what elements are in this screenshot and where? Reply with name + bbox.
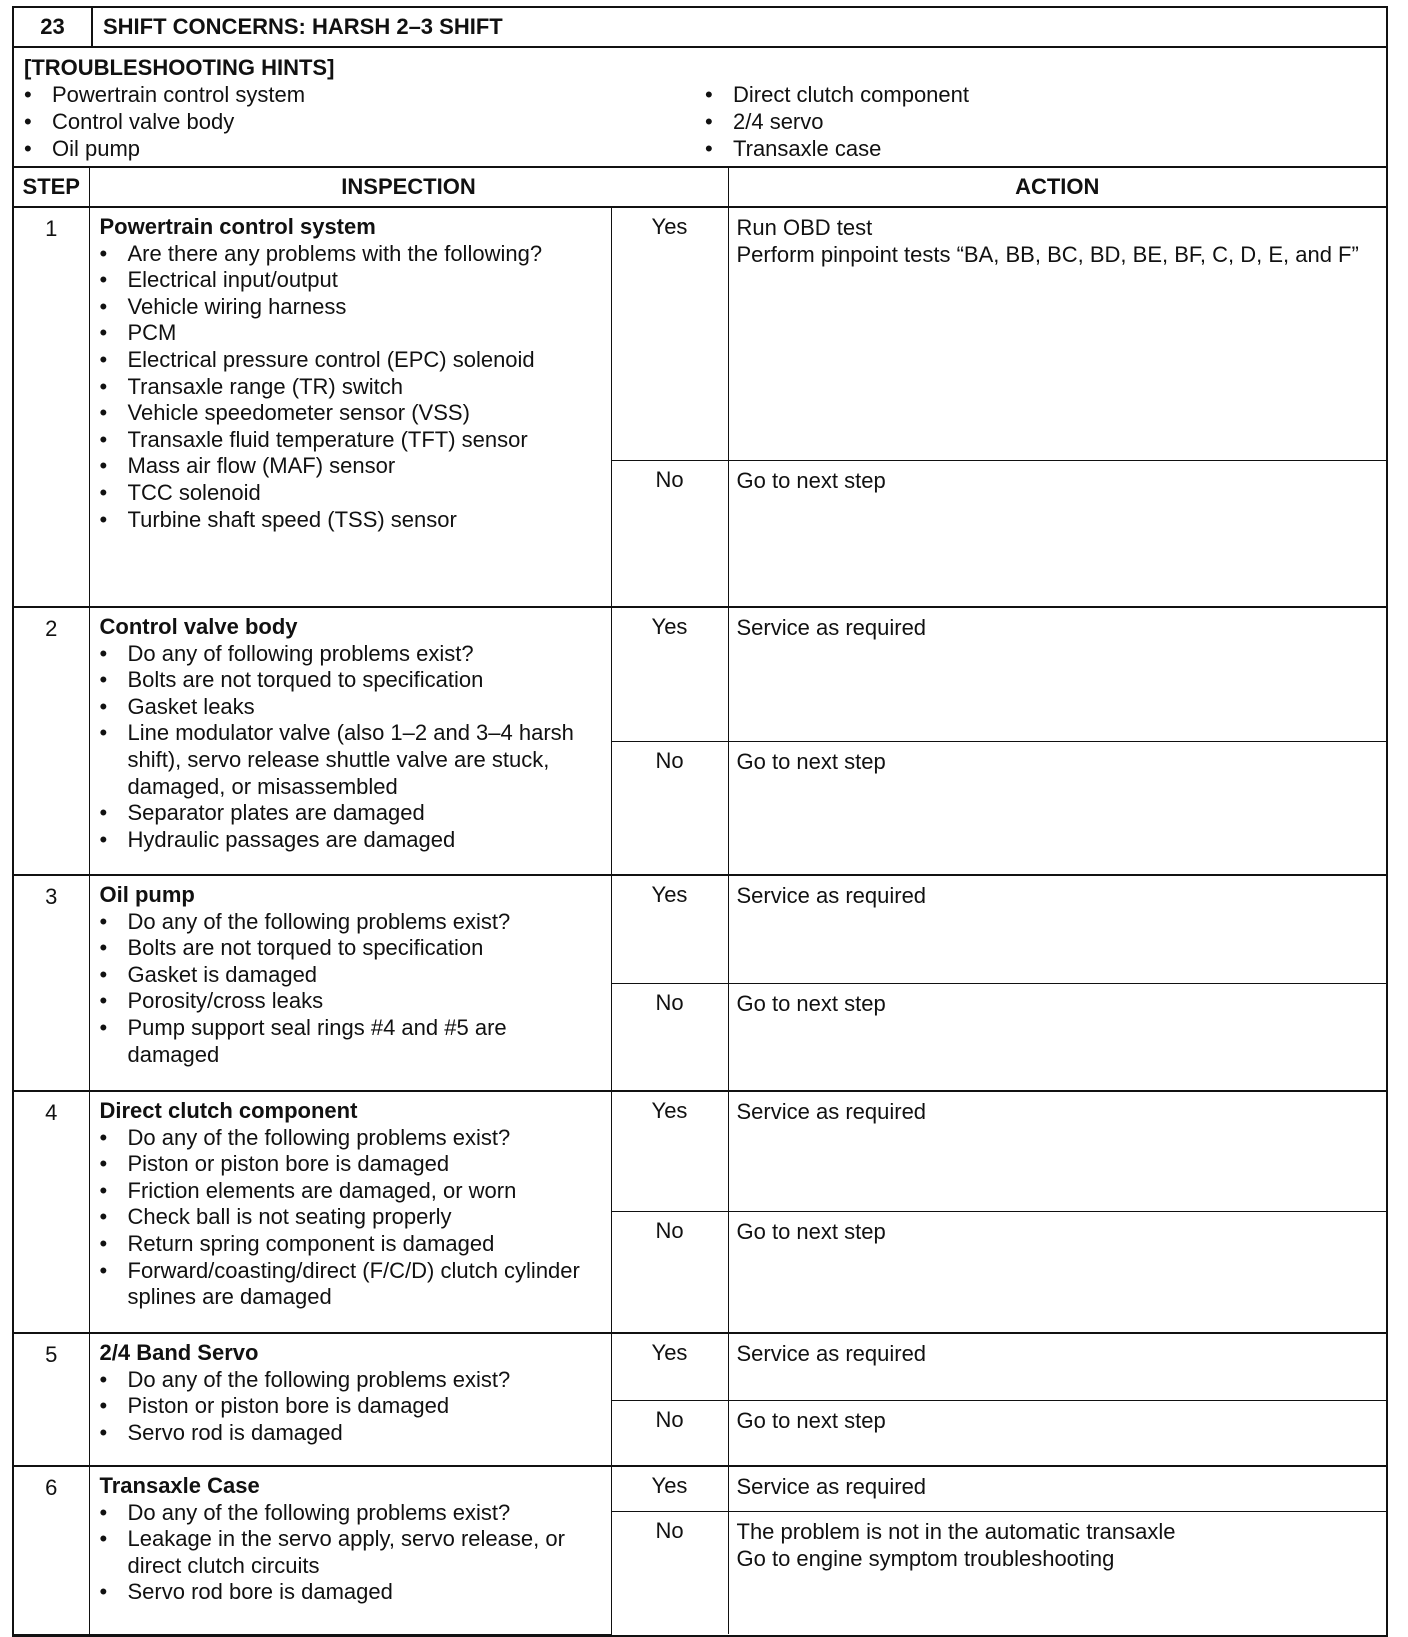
hint-item [24,108,705,135]
hint-item-text: Direct clutch component [733,82,969,107]
hint-item [705,135,1386,162]
inspection-item-text: Transaxle range (TR) switch [127,373,403,399]
inspection-item [100,1125,603,1152]
action-line: Service as required [736,1474,927,1499]
inspection-item [100,1231,603,1258]
action-line: Go to engine symptom troubleshooting [736,1546,1115,1571]
inspection-cell [89,1091,611,1333]
action-line: Service as required [736,1099,927,1124]
yes-label: Yes [611,875,728,984]
action-line: Go to next step [736,749,886,774]
inspection-title: Control valve body [99,614,298,639]
no-label: No [611,984,728,1092]
hint-item-text: 2/4 servo [733,109,824,134]
yes-action [728,1466,1386,1512]
troubleshooting-hints [14,48,1386,168]
step-row [14,1091,1386,1212]
inspection-item [100,241,603,268]
yes-label: Yes [611,1466,728,1512]
hints-left-list [24,81,705,162]
no-label: No [611,461,728,608]
inspection-item-text: Electrical input/output [127,267,338,293]
inspection-item-text: Gasket leaks [127,693,255,719]
yes-action [728,875,1386,984]
inspection-item-text: Bolts are not torqued to specification [127,667,484,693]
inspection-item-text: Gasket is damaged [127,961,318,987]
inspection-item [100,827,603,854]
bullet-icon: • [99,935,108,961]
action-line: Go to next step [736,1219,886,1244]
bullet-icon: • [99,720,108,746]
no-action [728,984,1386,1092]
bullet-icon: • [99,908,108,934]
inspection-item [100,1579,603,1606]
inspection-item [100,400,603,427]
inspection-item [100,641,603,668]
step-number: 1 [14,207,89,607]
no-action [728,1212,1386,1334]
inspection-item-text: Turbine shaft speed (TSS) sensor [127,506,457,532]
inspection-cell [89,607,611,875]
inspection-item-text: TCC solenoid [127,479,261,505]
step-number: 5 [14,1333,89,1466]
inspection-item [100,909,603,936]
bullet-icon: • [99,800,108,826]
bullet-icon: • [99,267,108,293]
inspection-item-text: Return spring component is damaged [127,1230,495,1256]
col-header-inspection: INSPECTION [89,168,728,207]
bullet-icon: • [99,826,108,852]
step-row [14,1466,1386,1512]
col-header-step: STEP [14,168,89,207]
bullet-icon: • [99,1419,108,1445]
troubleshooting-sheet [12,6,1388,1637]
inspection-item-text: Porosity/cross leaks [127,988,324,1014]
action-line: The problem is not in the automatic transaxle [736,1519,1176,1544]
inspection-item [100,347,603,374]
inspection-item [100,374,603,401]
inspection-item-text: PCM [127,320,177,346]
bullet-icon: • [705,82,713,107]
inspection-item [100,667,603,694]
inspection-item-text: Separator plates are damaged [127,800,425,826]
bullet-icon: • [99,961,108,987]
hint-item-text: Transaxle case [733,136,882,161]
inspection-item-text: Hydraulic passages are damaged [127,826,456,852]
inspection-item-text: Bolts are not torqued to specification [127,935,484,961]
inspection-cell [89,207,611,607]
inspection-item [100,1500,603,1527]
no-label: No [611,1512,728,1635]
yes-label: Yes [611,1091,728,1212]
action-line: Go to next step [736,991,886,1016]
bullet-icon: • [24,136,32,161]
action-line: Service as required [736,883,927,908]
step-row [14,207,1386,461]
no-action [728,742,1386,876]
bullet-icon: • [99,293,108,319]
bullet-icon: • [99,426,108,452]
inspection-item-text: Vehicle speedometer sensor (VSS) [127,400,470,426]
inspection-table [14,168,1386,1635]
hints-title: [TROUBLESHOOTING HINTS] [24,55,335,80]
inspection-title: Direct clutch component [99,1098,358,1123]
concern-number: 23 [14,8,93,46]
yes-action [728,1333,1386,1401]
bullet-icon: • [99,1257,108,1283]
no-label: No [611,1401,728,1467]
inspection-item-text: Transaxle fluid temperature (TFT) sensor [127,426,528,452]
inspection-item [100,294,603,321]
step-number: 2 [14,607,89,875]
inspection-item-text: Friction elements are damaged, or worn [127,1177,517,1203]
bullet-icon: • [99,373,108,399]
inspection-item-text: Servo rod is damaged [127,1419,343,1445]
hint-item [705,81,1386,108]
inspection-item-text: Line modulator valve (also 1–2 and 3–4 harsh shift), servo release shuttle valve are stuck, damaged, or misassembled [127,720,574,799]
inspection-item [100,988,603,1015]
no-action [728,1512,1386,1635]
hint-item-text: Oil pump [52,136,141,161]
inspection-item-text: Do any of the following problems exist? [127,1499,511,1525]
no-action [728,1401,1386,1467]
inspection-item-text: Do any of following problems exist? [127,640,474,666]
inspection-item-text: Do any of the following problems exist? [127,908,511,934]
bullet-icon: • [705,109,713,134]
yes-action [728,207,1386,461]
inspection-item [100,1015,603,1068]
inspection-item-text: Forward/coasting/direct (F/C/D) clutch cylinder splines are damaged [127,1257,580,1310]
yes-label: Yes [611,607,728,742]
inspection-item [100,935,603,962]
bullet-icon: • [24,109,32,134]
hint-item-text: Control valve body [52,109,235,134]
step-row [14,607,1386,742]
concern-title: SHIFT CONCERNS: HARSH 2–3 SHIFT [103,14,503,39]
inspection-item [100,480,603,507]
hint-item [24,81,705,108]
yes-label: Yes [611,207,728,461]
inspection-title: Powertrain control system [99,214,376,239]
inspection-item [100,1367,603,1394]
bullet-icon: • [99,346,108,372]
bullet-icon: • [99,1579,108,1605]
inspection-item-text: Check ball is not seating properly [127,1204,452,1230]
bullet-icon: • [24,82,32,107]
inspection-item [100,1204,603,1231]
bullet-icon: • [99,1230,108,1256]
inspection-item-text: Piston or piston bore is damaged [127,1151,450,1177]
inspection-item-text: Vehicle wiring harness [127,293,347,319]
no-label: No [611,742,728,876]
inspection-item [100,1178,603,1205]
no-label: No [611,1212,728,1334]
bullet-icon: • [99,988,108,1014]
inspection-item-text: Do any of the following problems exist? [127,1124,511,1150]
yes-label: Yes [611,1333,728,1401]
no-action [728,461,1386,608]
bullet-icon: • [99,1366,108,1392]
bullet-icon: • [705,136,713,161]
bullet-icon: • [99,1526,108,1552]
action-line: Run OBD test [736,215,873,240]
inspection-item [100,1420,603,1447]
inspection-item-text: Electrical pressure control (EPC) solenoid [127,346,535,372]
inspection-item [100,267,603,294]
inspection-item [100,507,603,534]
bullet-icon: • [99,1177,108,1203]
step-row [14,875,1386,984]
inspection-item [100,720,603,800]
hint-item-text: Powertrain control system [52,82,306,107]
inspection-item-text: Mass air flow (MAF) sensor [127,453,396,479]
step-number: 6 [14,1466,89,1634]
inspection-item [100,320,603,347]
inspection-item [100,453,603,480]
inspection-item [100,1393,603,1420]
inspection-item [100,1526,603,1579]
action-line: Service as required [736,1341,927,1366]
yes-action [728,607,1386,742]
bullet-icon: • [99,1393,108,1419]
bullet-icon: • [99,320,108,346]
action-line: Go to next step [736,1408,886,1433]
inspection-cell [89,1333,611,1466]
bullet-icon: • [99,400,108,426]
action-line: Service as required [736,615,927,640]
step-number: 4 [14,1091,89,1333]
inspection-item [100,1258,603,1311]
inspection-item [100,427,603,454]
step-number: 3 [14,875,89,1091]
bullet-icon: • [99,1124,108,1150]
step-row [14,1333,1386,1401]
bullet-icon: • [99,640,108,666]
bullet-icon: • [99,1014,108,1040]
bullet-icon: • [99,1204,108,1230]
inspection-item-text: Pump support seal rings #4 and #5 are damaged [127,1014,507,1067]
bullet-icon: • [99,479,108,505]
hints-right-list [705,81,1386,162]
inspection-item [100,800,603,827]
inspection-title: Oil pump [99,882,195,907]
yes-action [728,1091,1386,1212]
col-header-action: ACTION [728,168,1386,207]
action-line: Perform pinpoint tests “BA, BB, BC, BD, BE, BF, C, D, E, and F” [736,242,1359,267]
sheet-header [14,8,1386,48]
inspection-item [100,694,603,721]
inspection-cell [89,875,611,1091]
bullet-icon: • [99,693,108,719]
bullet-icon: • [99,453,108,479]
inspection-item-text: Servo rod bore is damaged [127,1579,393,1605]
inspection-item-text: Do any of the following problems exist? [127,1366,511,1392]
bullet-icon: • [99,240,108,266]
hint-item [24,135,705,162]
inspection-item [100,1151,603,1178]
inspection-item-text: Piston or piston bore is damaged [127,1393,450,1419]
inspection-cell [89,1466,611,1634]
action-line: Go to next step [736,468,886,493]
inspection-item-text: Are there any problems with the following? [127,240,543,266]
hint-item [705,108,1386,135]
inspection-item [100,962,603,989]
bullet-icon: • [99,667,108,693]
bullet-icon: • [99,506,108,532]
inspection-title: Transaxle Case [99,1473,260,1498]
bullet-icon: • [99,1499,108,1525]
inspection-item-text: Leakage in the servo apply, servo release, or direct clutch circuits [127,1526,565,1578]
bullet-icon: • [99,1151,108,1177]
inspection-title: 2/4 Band Servo [99,1340,259,1365]
